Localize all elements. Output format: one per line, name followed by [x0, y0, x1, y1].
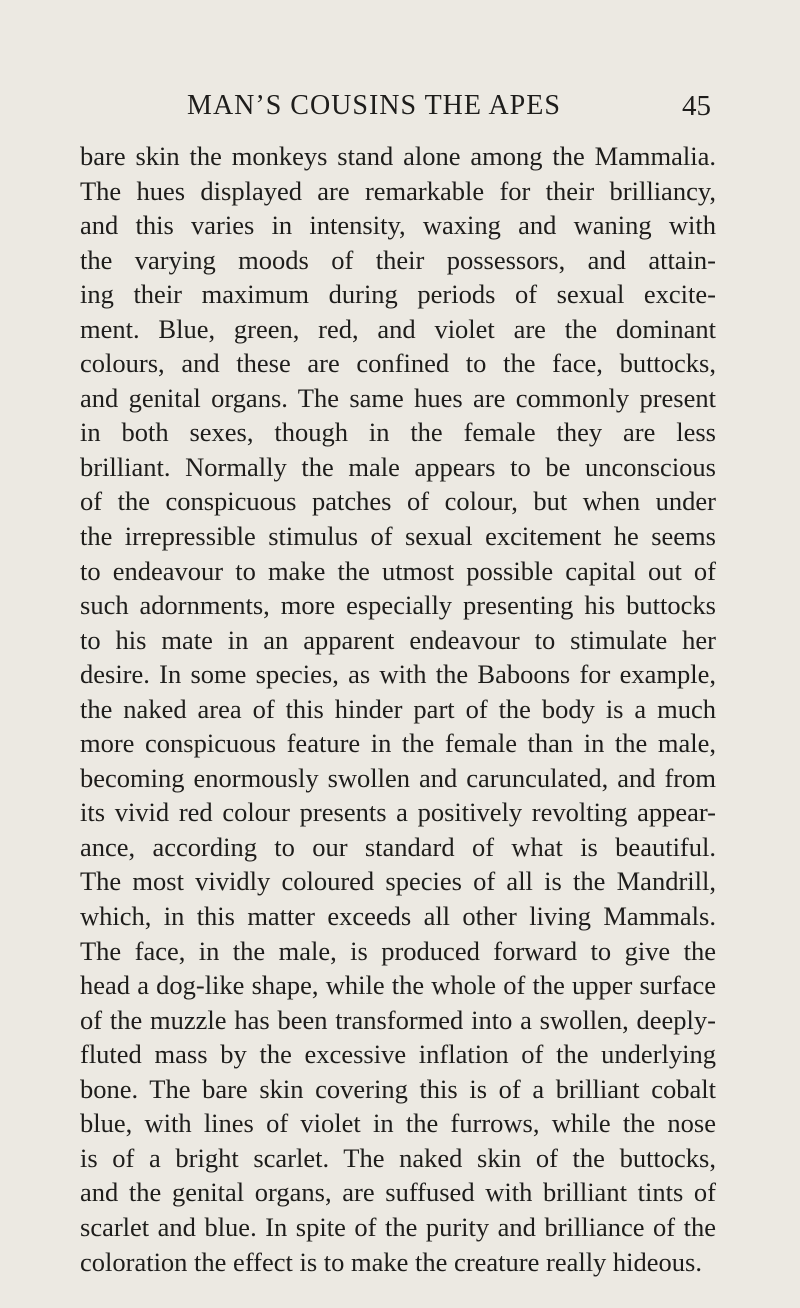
- text-line: which, in this matter exceeds all other living Mammals.: [80, 901, 716, 932]
- text-line: becoming enormously swollen and carunculated, and from: [80, 762, 716, 793]
- text-line: colours, and these are confined to the face, buttocks,: [80, 348, 716, 379]
- text-line: ment. Blue, green, red, and violet are the dominant: [80, 313, 716, 344]
- text-line: of the muzzle has been transformed into a swollen, deeply-: [80, 1004, 716, 1035]
- text-line: ance, according to our standard of what is beautiful.: [80, 831, 716, 862]
- text-line: in both sexes, though in the female they are less: [80, 417, 716, 448]
- text-line: blue, with lines of violet in the furrows, while the nose: [80, 1108, 716, 1139]
- text-line: more conspicuous feature in the female than in the male,: [80, 728, 716, 759]
- text-line: its vivid red colour presents a positively revolting appear-: [80, 797, 716, 828]
- text-line: fluted mass by the excessive inflation of the underlying: [80, 1039, 716, 1070]
- text-line: The most vividly coloured species of all is the Mandrill,: [80, 866, 716, 897]
- body-text: [80, 139, 716, 1279]
- text-line: bare skin the monkeys stand alone among the Mammalia.: [80, 141, 716, 171]
- text-line: the varying moods of their possessors, and attain-: [80, 244, 716, 275]
- running-head: MAN’S COUSINS THE APES: [187, 90, 561, 121]
- text-line: bone. The bare skin covering this is of a brilliant cobalt: [80, 1073, 716, 1104]
- text-line: and genital organs. The same hues are commonly present: [80, 382, 716, 413]
- text-line: ing their maximum during periods of sexual excite-: [80, 279, 716, 310]
- text-line: and the genital organs, are suffused with brilliant tints of: [80, 1177, 716, 1208]
- text-line: of the conspicuous patches of colour, but when under: [80, 486, 716, 517]
- text-line: the irrepressible stimulus of sexual excitement he seems: [80, 521, 716, 552]
- page-number: 45: [682, 90, 711, 122]
- text-line: to his mate in an apparent endeavour to stimulate her: [80, 624, 716, 655]
- text-line: scarlet and blue. In spite of the purity and brilliance of the: [80, 1211, 716, 1242]
- text-line: head a dog-like shape, while the whole of the upper surface: [80, 970, 716, 1001]
- text-line: the naked area of this hinder part of the body is a much: [80, 693, 716, 724]
- text-line: brilliant. Normally the male appears to be unconscious: [80, 451, 716, 482]
- text-line: is of a bright scarlet. The naked skin of the buttocks,: [80, 1142, 716, 1173]
- text-line: such adornments, more especially presenting his buttocks: [80, 590, 716, 621]
- text-line: desire. In some species, as with the Baboons for example,: [80, 659, 716, 690]
- text-line: coloration the effect is to make the creature really hideous.: [80, 1246, 702, 1277]
- text-line: and this varies in intensity, waxing and waning with: [80, 210, 716, 241]
- text-line: The face, in the male, is produced forward to give the: [80, 935, 716, 966]
- text-line: to endeavour to make the utmost possible capital out of: [80, 555, 716, 586]
- text-line: The hues displayed are remarkable for their brilliancy,: [80, 175, 716, 206]
